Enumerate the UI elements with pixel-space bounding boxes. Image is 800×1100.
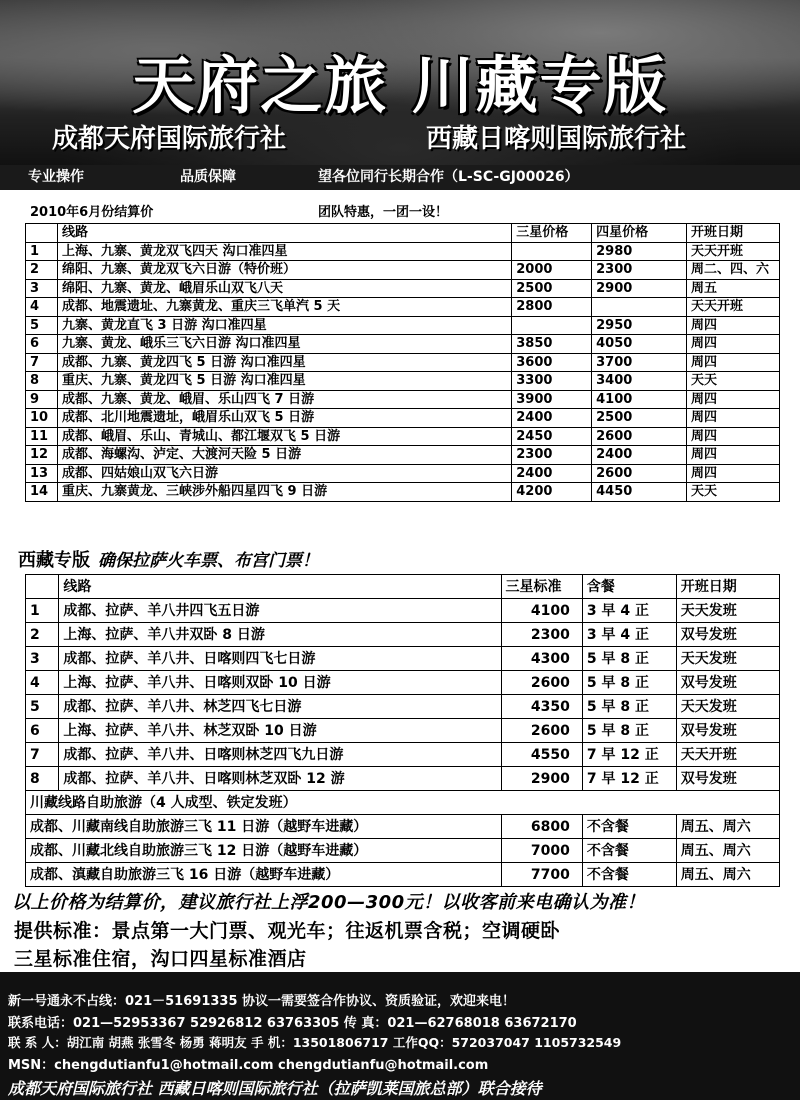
three-star-price: 2000 <box>512 261 592 280</box>
table-row <box>26 261 780 280</box>
table-row <box>26 353 780 372</box>
row-number: 6 <box>26 719 59 743</box>
row-number: 12 <box>26 446 58 465</box>
schedule: 周五、周六 <box>676 839 779 863</box>
route-name: 重庆、九寨黄龙、三峡涉外船四星四飞 9 日游 <box>57 483 511 502</box>
three-star-price: 4350 <box>501 695 582 719</box>
route-name: 成都、九寨、黄龙四飞 5 日游 沟口准四星 <box>57 353 511 372</box>
slogan-quality: 品质保障 <box>180 169 236 185</box>
col-four-star: 四星价格 <box>592 224 687 243</box>
phone-fax: 联系电话：021—52953367 52926812 63763305 传 真：021—62768018 63672170 <box>8 1016 577 1031</box>
route-name: 上海、拉萨、羊八井、日喀则双卧 10 日游 <box>59 671 501 695</box>
route-name: 成都、滇藏自助旅游三飞 16 日游（越野车进藏） <box>26 863 502 887</box>
schedule: 天天开班 <box>686 298 779 317</box>
three-star-price: 2600 <box>501 671 582 695</box>
route-name: 成都、拉萨、羊八井、日喀则四飞七日游 <box>59 647 501 671</box>
col-schedule: 开班日期 <box>686 224 779 243</box>
route-name: 九寨、黄龙、峨乐三飞六日游 沟口准四星 <box>57 335 511 354</box>
schedule: 天天 <box>686 372 779 391</box>
table-row <box>26 298 780 317</box>
three-star-price: 2500 <box>512 279 592 298</box>
route-name: 成都、拉萨、羊八井、日喀则林芝四飞九日游 <box>59 743 501 767</box>
meals: 5 早 8 正 <box>582 695 676 719</box>
service-standard: 提供标准：景点第一大门票、观光车；往返机票含税；空调硬卧 <box>14 920 561 942</box>
schedule: 双号发班 <box>676 719 779 743</box>
schedule: 周四 <box>686 353 779 372</box>
schedule: 天天开班 <box>676 743 779 767</box>
table-row <box>26 623 780 647</box>
self-tour-section-label: 川藏线路自助旅游（4 人成型、铁定发班） <box>26 791 780 815</box>
slogan-professional: 专业操作 <box>28 169 84 185</box>
row-number: 1 <box>26 242 58 261</box>
schedule: 双号发班 <box>676 767 779 791</box>
table-header-row <box>26 575 780 599</box>
schedule: 周四 <box>686 427 779 446</box>
joint-reception: 成都天府国际旅行社 西藏日喀则国际旅行社（拉萨凯莱国旅总部）联合接待 <box>8 1079 542 1098</box>
schedule: 天天开班 <box>686 242 779 261</box>
three-star-price: 2300 <box>501 623 582 647</box>
row-number: 9 <box>26 390 58 409</box>
table-row <box>26 863 780 887</box>
three-star-price: 2450 <box>512 427 592 446</box>
hotel-standard: 三星标准住宿，沟口四星标准酒店 <box>14 948 307 970</box>
three-star-price: 4200 <box>512 483 592 502</box>
row-number: 1 <box>26 599 59 623</box>
tibet-section-title <box>18 546 319 572</box>
schedule: 周二、四、六 <box>686 261 779 280</box>
slogan-cooperation: 望各位同行长期合作（L-SC-GJ00026） <box>318 169 579 185</box>
row-number: 13 <box>26 464 58 483</box>
route-name: 成都、川藏南线自助旅游三飞 11 日游（越野车进藏） <box>26 815 502 839</box>
row-number: 4 <box>26 671 59 695</box>
three-star-price: 3300 <box>512 372 592 391</box>
four-star-price: 2500 <box>592 409 687 428</box>
route-name: 成都、拉萨、羊八井、日喀则林芝双卧 12 游 <box>59 767 501 791</box>
col-schedule: 开班日期 <box>676 575 779 599</box>
table-row <box>26 767 780 791</box>
three-star-price: 3600 <box>512 353 592 372</box>
domestic-price-table <box>25 223 780 502</box>
table-row <box>26 647 780 671</box>
three-star-price: 2800 <box>512 298 592 317</box>
four-star-price: 3700 <box>592 353 687 372</box>
row-number: 3 <box>26 647 59 671</box>
row-number: 2 <box>26 623 59 647</box>
route-name: 重庆、九寨、黄龙四飞 5 日游 沟口准四星 <box>57 372 511 391</box>
self-tour-section-row <box>26 791 780 815</box>
row-number: 8 <box>26 767 59 791</box>
table-row <box>26 242 780 261</box>
banner-agency-chengdu: 成都天府国际旅行社 <box>52 124 287 154</box>
row-number: 5 <box>26 316 58 335</box>
row-number: 7 <box>26 743 59 767</box>
four-star-price: 4450 <box>592 483 687 502</box>
four-star-price: 2900 <box>592 279 687 298</box>
settlement-date: 2010年6月份结算价 <box>30 205 154 220</box>
meals: 5 早 8 正 <box>582 719 676 743</box>
table-header-row <box>26 224 780 243</box>
route-name: 上海、九寨、黄龙双飞四天 沟口准四星 <box>57 242 511 261</box>
schedule: 周五、周六 <box>676 863 779 887</box>
group-offer: 团队特惠，一团一设！ <box>318 205 449 220</box>
route-name: 成都、拉萨、羊八井四飞五日游 <box>59 599 501 623</box>
route-name: 绵阳、九寨、黄龙、峨眉乐山双飞八天 <box>57 279 511 298</box>
meals: 3 早 4 正 <box>582 623 676 647</box>
meals: 5 早 8 正 <box>582 647 676 671</box>
schedule: 天天发班 <box>676 647 779 671</box>
table-row <box>26 839 780 863</box>
table-row <box>26 427 780 446</box>
table-row <box>26 743 780 767</box>
three-star-price <box>512 316 592 335</box>
schedule: 周四 <box>686 409 779 428</box>
tibet-price-table <box>25 574 780 887</box>
four-star-price: 4050 <box>592 335 687 354</box>
three-star-price: 2900 <box>501 767 582 791</box>
table-row <box>26 409 780 428</box>
col-route: 线路 <box>59 575 501 599</box>
three-star-price: 3900 <box>512 390 592 409</box>
msn: MSN：chengdutianfu1@hotmail.com chengdutianfu@hotmail.com <box>8 1058 489 1073</box>
hotline: 新一号通永不占线：021－51691335 协议一需要签合作协议、资质验证，欢迎来电！ <box>8 994 516 1009</box>
four-star-price: 2980 <box>592 242 687 261</box>
meals: 3 早 4 正 <box>582 599 676 623</box>
meals: 5 早 8 正 <box>582 671 676 695</box>
meals: 不含餐 <box>582 839 676 863</box>
schedule: 双号发班 <box>676 623 779 647</box>
schedule: 天天发班 <box>676 599 779 623</box>
row-number: 5 <box>26 695 59 719</box>
meals: 不含餐 <box>582 863 676 887</box>
three-star-price: 3850 <box>512 335 592 354</box>
three-star-price: 2600 <box>501 719 582 743</box>
route-name: 九寨、黄龙直飞 3 日游 沟口准四星 <box>57 316 511 335</box>
three-star-price <box>512 242 592 261</box>
row-number: 7 <box>26 353 58 372</box>
route-name: 上海、拉萨、羊八井、林芝双卧 10 日游 <box>59 719 501 743</box>
table-row <box>26 372 780 391</box>
row-number: 3 <box>26 279 58 298</box>
price-note: 以上价格为结算价，建议旅行社上浮200—300元！以收客前来电确认为准！ <box>12 892 646 913</box>
three-star-price: 2400 <box>512 409 592 428</box>
schedule: 周五、周六 <box>676 815 779 839</box>
table-row <box>26 446 780 465</box>
four-star-price: 2600 <box>592 427 687 446</box>
three-star-price: 2400 <box>512 464 592 483</box>
route-name: 成都、九寨、黄龙、峨眉、乐山四飞 7 日游 <box>57 390 511 409</box>
table-row <box>26 390 780 409</box>
table-row <box>26 671 780 695</box>
table-row <box>26 335 780 354</box>
price: 7700 <box>501 863 582 887</box>
row-number: 2 <box>26 261 58 280</box>
col-route: 线路 <box>57 224 511 243</box>
four-star-price: 3400 <box>592 372 687 391</box>
tibet-price-table-body <box>26 575 780 887</box>
table-row <box>26 316 780 335</box>
row-number: 14 <box>26 483 58 502</box>
meals: 7 早 12 正 <box>582 767 676 791</box>
four-star-price: 2400 <box>592 446 687 465</box>
table-row <box>26 483 780 502</box>
route-name: 上海、拉萨、羊八井双卧 8 日游 <box>59 623 501 647</box>
three-star-price: 4100 <box>501 599 582 623</box>
four-star-price: 2600 <box>592 464 687 483</box>
header-banner <box>0 0 800 165</box>
table-row <box>26 719 780 743</box>
route-name: 成都、拉萨、羊八井、林芝四飞七日游 <box>59 695 501 719</box>
slogan-bar <box>0 165 800 190</box>
table-row <box>26 815 780 839</box>
table-row <box>26 695 780 719</box>
table-row <box>26 279 780 298</box>
meals: 7 早 12 正 <box>582 743 676 767</box>
row-number: 8 <box>26 372 58 391</box>
four-star-price <box>592 298 687 317</box>
banner-title: 天府之旅 川藏专版 <box>132 49 668 122</box>
three-star-price: 2300 <box>512 446 592 465</box>
table-row <box>26 599 780 623</box>
schedule: 周四 <box>686 464 779 483</box>
route-name: 成都、北川地震遗址，峨眉乐山双飞 5 日游 <box>57 409 511 428</box>
schedule: 天天发班 <box>676 695 779 719</box>
tibet-title: 西藏专版 <box>18 550 90 571</box>
three-star-price: 4300 <box>501 647 582 671</box>
price: 6800 <box>501 815 582 839</box>
banner-agency-tibet: 西藏日喀则国际旅行社 <box>426 124 687 154</box>
col-no <box>26 575 59 599</box>
schedule: 周四 <box>686 335 779 354</box>
col-three-star: 三星价格 <box>512 224 592 243</box>
schedule: 双号发班 <box>676 671 779 695</box>
route-name: 成都、川藏北线自助旅游三飞 12 日游（越野车进藏） <box>26 839 502 863</box>
four-star-price: 2300 <box>592 261 687 280</box>
tibet-slogan: 确保拉萨火车票、布宫门票！ <box>98 551 319 571</box>
col-three-star: 三星标准 <box>501 575 582 599</box>
four-star-price: 4100 <box>592 390 687 409</box>
four-star-price: 2950 <box>592 316 687 335</box>
col-no <box>26 224 58 243</box>
schedule: 周五 <box>686 279 779 298</box>
route-name: 成都、地震遗址、九寨黄龙、重庆三飞单汽 5 天 <box>57 298 511 317</box>
route-name: 成都、四姑娘山双飞六日游 <box>57 464 511 483</box>
domestic-price-table-body <box>26 224 780 502</box>
three-star-price: 4550 <box>501 743 582 767</box>
route-name: 成都、峨眉、乐山、青城山、都江堰双飞 5 日游 <box>57 427 511 446</box>
contacts: 联 系 人：胡江南 胡燕 张雪冬 杨勇 蒋明友 手 机：13501806717 工作QQ：572037047 1105732549 <box>8 1035 622 1050</box>
row-number: 4 <box>26 298 58 317</box>
row-number: 10 <box>26 409 58 428</box>
schedule: 天天 <box>686 483 779 502</box>
contact-footer <box>0 972 800 1100</box>
row-number: 6 <box>26 335 58 354</box>
route-name: 成都、海螺沟、泸定、大渡河天险 5 日游 <box>57 446 511 465</box>
table-row <box>26 464 780 483</box>
schedule: 周四 <box>686 390 779 409</box>
schedule: 周四 <box>686 316 779 335</box>
schedule: 周四 <box>686 446 779 465</box>
price: 7000 <box>501 839 582 863</box>
meals: 不含餐 <box>582 815 676 839</box>
col-meals: 含餐 <box>582 575 676 599</box>
route-name: 绵阳、九寨、黄龙双飞六日游（特价班） <box>57 261 511 280</box>
row-number: 11 <box>26 427 58 446</box>
